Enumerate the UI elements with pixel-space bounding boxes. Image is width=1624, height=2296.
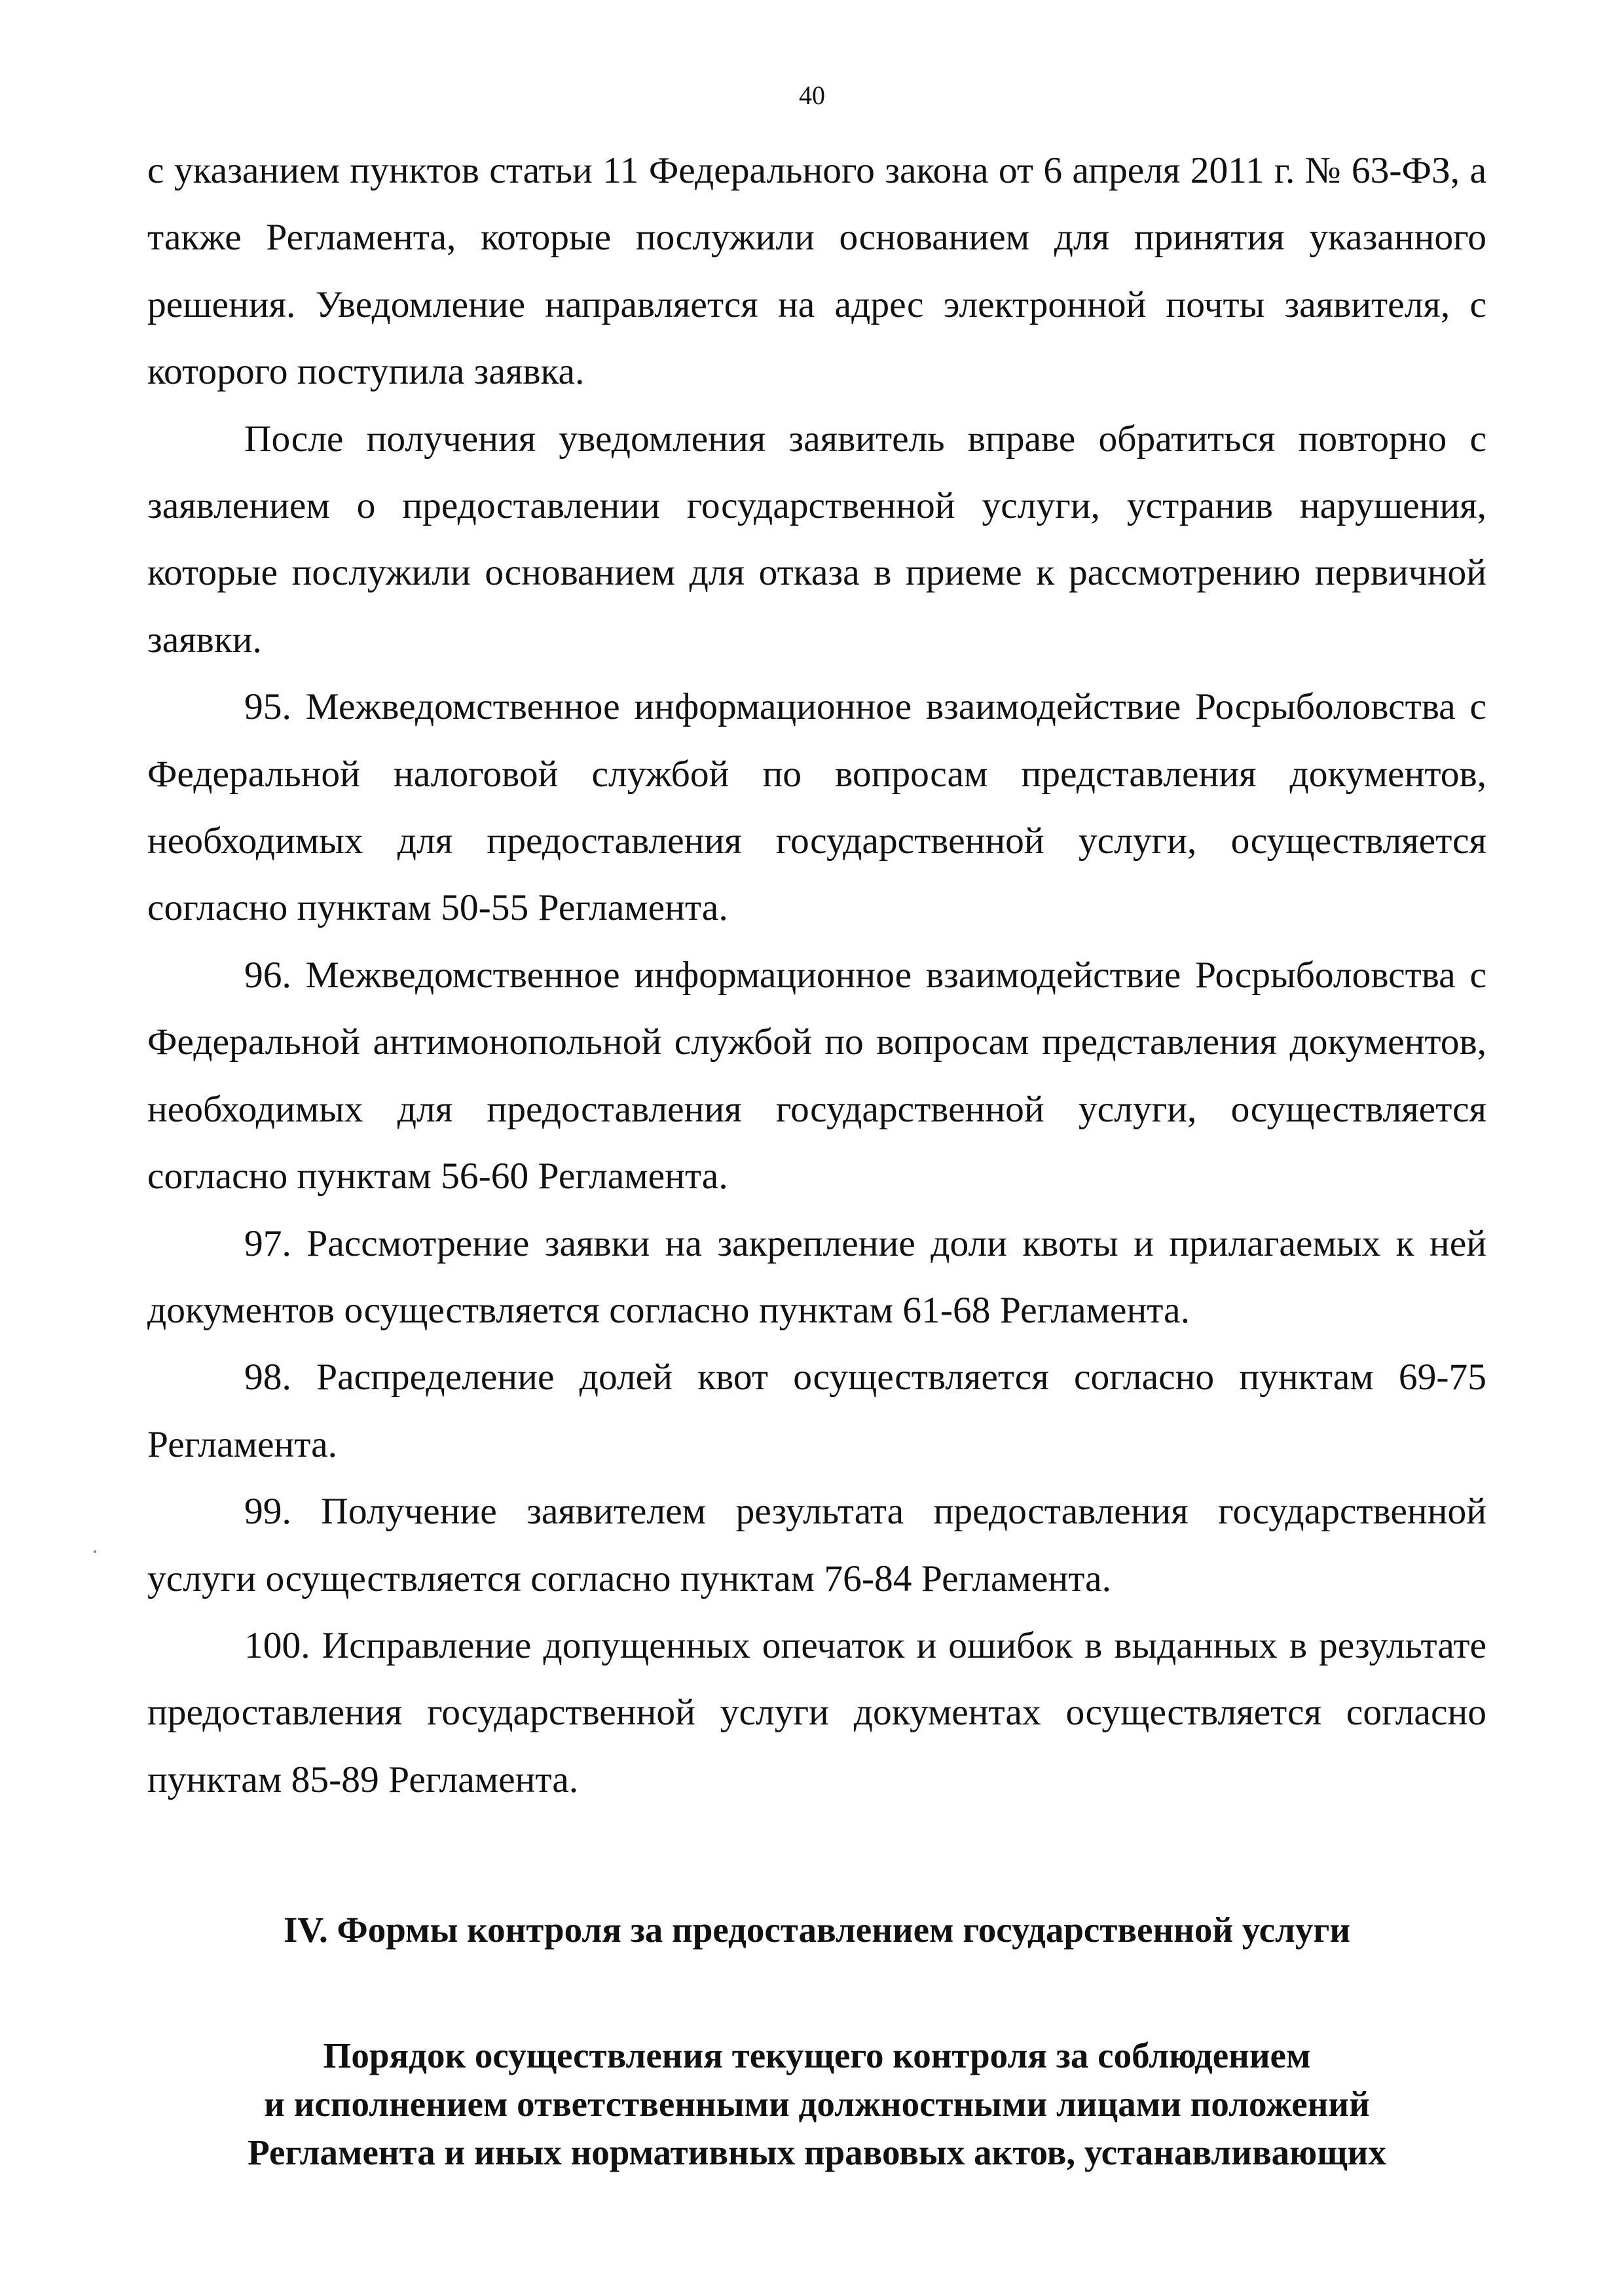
paragraph-95: 95. Межведомственное информационное взаимодействие Росрыболовства с Федеральной налоговой службой по вопросам представления документов, необходимых для предоставления государственной услуги, осуществляется согласно пунктам 50-55 Регламента. <box>147 686 1486 929</box>
paragraph-98: 98. Распределение долей квот осуществляется согласно пунктам 69-75 Регламента. <box>147 1357 1486 1465</box>
section-subheading <box>147 2032 1486 2177</box>
document-body <box>147 137 1486 1813</box>
paragraph-100: 100. Исправление допущенных опечаток и ошибок в выданных в результате предоставления государственной услуги документах осуществляется согласно пунктам 85-89 Регламента. <box>147 1624 1486 1800</box>
subheading-line: Порядок осуществления текущего контроля за соблюдением <box>323 2035 1311 2075</box>
paragraph-continuation: с указанием пунктов статьи 11 Федерального закона от 6 апреля 2011 г. № 63-ФЗ, а также Регламента, которые послужили основанием для принятия указанного решения. Уведомление направляется на адрес электронной почты заявителя, с которого поступила заявка. <box>147 150 1486 393</box>
page-number: 40 <box>799 81 825 110</box>
paragraph-97: 97. Рассмотрение заявки на закрепление доли квоты и прилагаемых к ней документов осуществляется согласно пунктам 61-68 Регламента. <box>147 1222 1486 1331</box>
scan-speck <box>94 1550 96 1553</box>
paragraph-repeat-application: После получения уведомления заявитель вправе обратиться повторно с заявлением о предоставлении государственной услуги, устранив нарушения, которые послужили основанием для отказа в приеме к рассмотрению первичной заявки. <box>147 418 1486 661</box>
paragraph-96: 96. Межведомственное информационное взаимодействие Росрыболовства с Федеральной антимонопольной службой по вопросам представления документов, необходимых для предоставления государственной услуги, осуществляется согласно пунктам 56-60 Регламента. <box>147 954 1486 1197</box>
subheading-line: и исполнением ответственными должностными лицами положений <box>264 2084 1370 2124</box>
paragraph-99: 99. Получение заявителем результата предоставления государственной услуги осуществляется согласно пунктам 76-84 Регламента. <box>147 1491 1486 1599</box>
subheading-line: Регламента и иных нормативных правовых актов, устанавливающих <box>248 2132 1386 2172</box>
section-heading: IV. Формы контроля за предоставлением государственной услуги <box>283 1910 1351 1950</box>
